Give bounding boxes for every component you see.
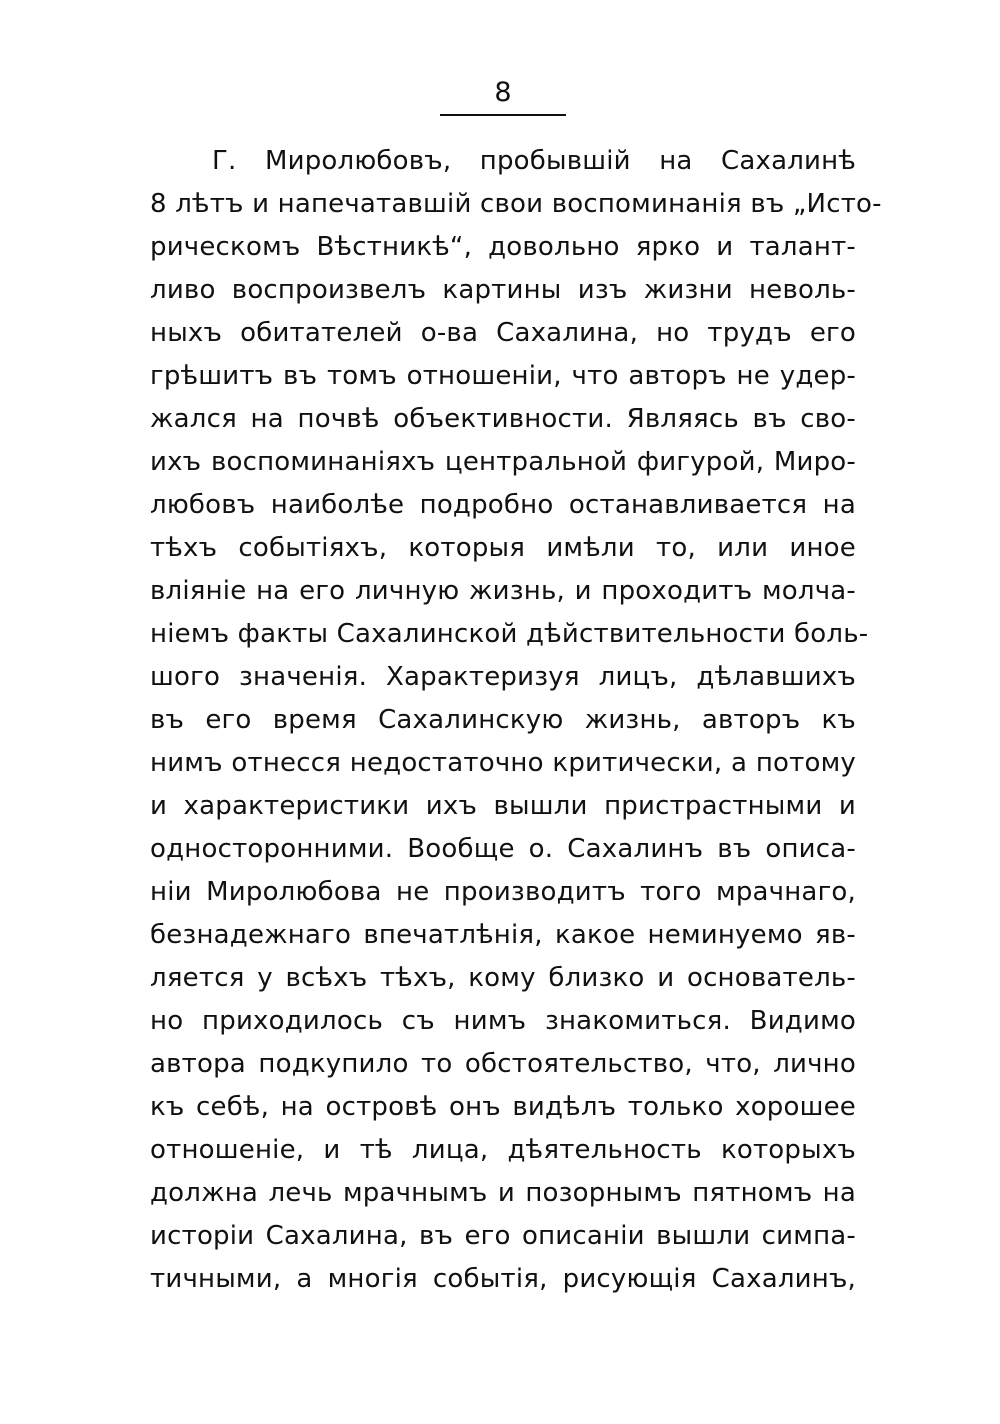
- text-line: ныхъ обитателей о-ва Сахалина, но трудъ его: [150, 318, 856, 348]
- body-paragraph: [150, 140, 882, 1301]
- text-line: въ его время Сахалинскую жизнь, авторъ къ: [150, 705, 856, 735]
- text-line: исторіи Сахалина, въ его описаніи вышли симпа-: [150, 1221, 856, 1251]
- text-line: безнадежнаго впечатлѣнія, какое неминуемо яв-: [150, 920, 856, 950]
- text-line: тичными, а многія событія, рисующія Сахалинъ,: [150, 1264, 856, 1294]
- text-line: отношеніе, и тѣ лица, дѣятельность которыхъ: [150, 1135, 856, 1165]
- text-line: любовъ наиболѣе подробно останавливается на: [150, 490, 856, 520]
- page-number: 8: [494, 77, 512, 108]
- text-line: шого значенія. Характеризуя лицъ, дѣлавшихъ: [150, 662, 856, 692]
- text-line: 8 лѣтъ и напечатавшій свои воспоминанія въ „Исто-: [150, 189, 882, 219]
- text-line: ніи Миролюбова не производитъ того мрачнаго,: [150, 877, 856, 907]
- text-line: односторонними. Вообще о. Сахалинъ въ описа-: [150, 834, 856, 864]
- text-line: жался на почвѣ объективности. Являясь въ сво-: [150, 404, 856, 434]
- text-line: ихъ воспоминаніяхъ центральной фигурой, Миро-: [150, 447, 856, 477]
- text-line: должна лечь мрачнымъ и позорнымъ пятномъ на: [150, 1178, 856, 1208]
- text-line: къ себѣ, на островѣ онъ видѣлъ только хорошее: [150, 1092, 856, 1122]
- text-line: нимъ отнесся недостаточно критически, а потому: [150, 748, 856, 778]
- text-line: тѣхъ событіяхъ, которыя имѣли то, или иное: [150, 533, 856, 563]
- text-line: грѣшитъ въ томъ отношеніи, что авторъ не удер-: [150, 361, 856, 391]
- text-line: и характеристики ихъ вышли пристрастными и: [150, 791, 856, 821]
- text-line: вліяніе на его личную жизнь, и проходитъ молча-: [150, 576, 856, 606]
- text-line: ніемъ факты Сахалинской дѣйствительности боль-: [150, 619, 869, 649]
- text-line: но приходилось съ нимъ знакомиться. Видимо: [150, 1006, 856, 1036]
- text-line: ливо воспроизвелъ картины изъ жизни неволь-: [150, 275, 856, 305]
- text-line: Г. Миролюбовъ, пробывшій на Сахалинѣ: [212, 146, 856, 176]
- text-line: ляется у всѣхъ тѣхъ, кому близко и основатель-: [150, 963, 856, 993]
- page-number-rule: [440, 114, 566, 116]
- text-line: рическомъ Вѣстникѣ“, довольно ярко и талант-: [150, 232, 856, 262]
- text-line: автора подкупило то обстоятельство, что, лично: [150, 1049, 856, 1079]
